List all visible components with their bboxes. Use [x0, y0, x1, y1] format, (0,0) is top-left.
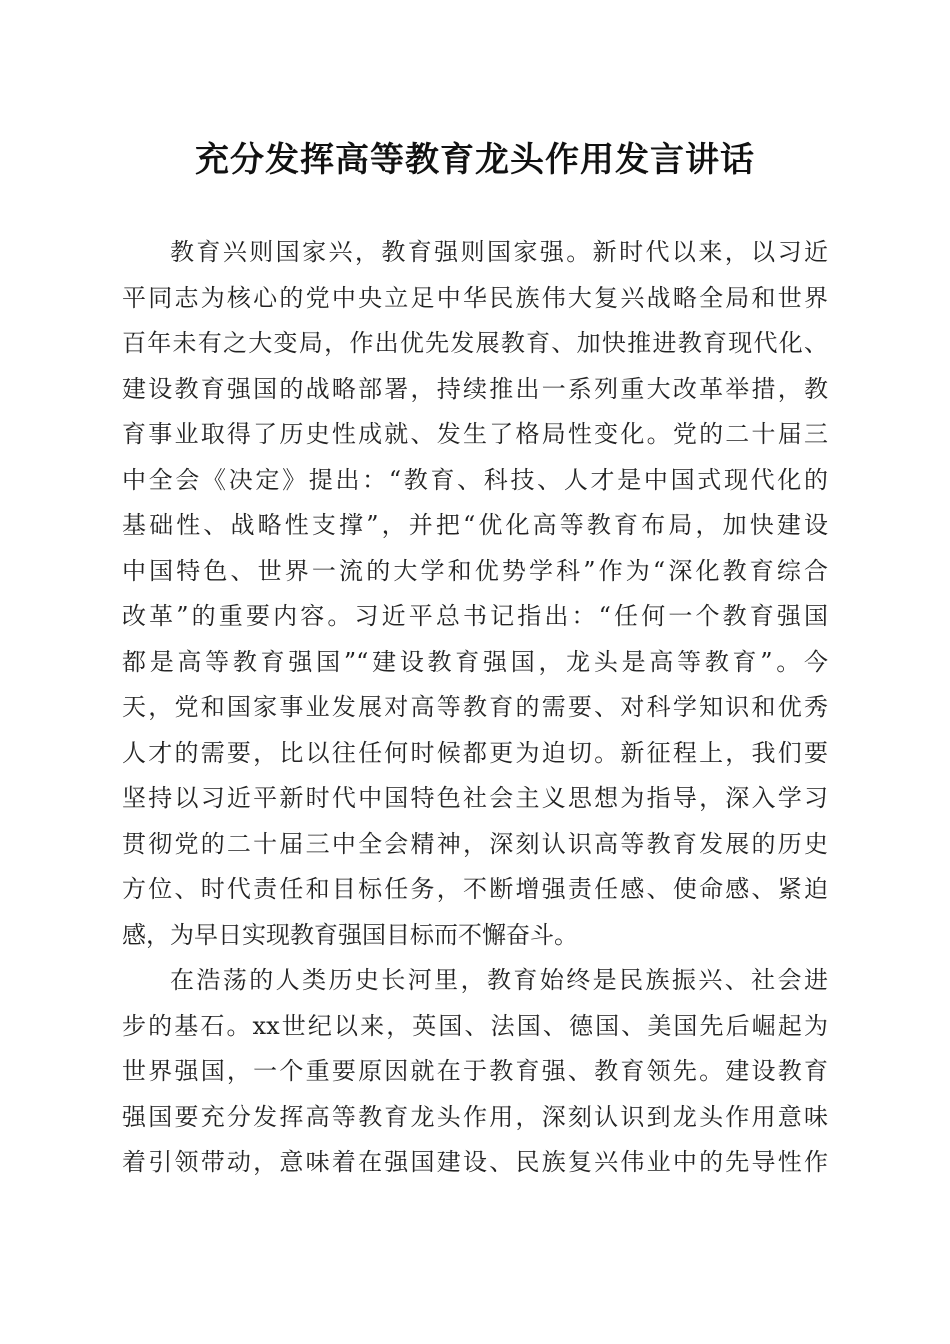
text-line: 步的基石。xx世纪以来，英国、法国、德国、美国先后崛起为: [122, 1011, 828, 1040]
text-line: 坚持以习近平新时代中国特色社会主义思想为指导，深入学习: [122, 784, 828, 812]
text-line: 中全会《决定》提出：“教育、科技、人才是中国式现代化的: [122, 465, 828, 494]
text-line: 都是高等教育强国”“建设教育强国，龙头是高等教育”。今: [122, 647, 828, 676]
text-line: 百年未有之大变局，作出优先发展教育、加快推进教育现代化、: [122, 329, 828, 357]
text-line: 感，为早日实现教育强国目标而不懈奋斗。: [122, 920, 578, 949]
document-title: 充分发挥高等教育龙头作用发言讲话: [195, 140, 755, 180]
text-line: 中国特色、世界一流的大学和优势学科”作为“深化教育综合: [122, 556, 828, 585]
text-line: 方位、时代责任和目标任务，不断增强责任感、使命感、紧迫: [122, 875, 828, 903]
text-line: 世界强国，一个重要原因就在于教育强、教育领先。建设教育: [122, 1057, 828, 1085]
text-line: 建设教育强国的战略部署，持续推出一系列重大改革举措，教: [122, 374, 828, 403]
text-line: 育事业取得了历史性成就、发生了格局性变化。党的二十届三: [122, 420, 828, 448]
text-line: 教育兴则国家兴，教育强则国家强。新时代以来，以习近: [170, 238, 828, 266]
text-line: 平同志为核心的党中央立足中华民族伟大复兴战略全局和世界: [122, 283, 828, 312]
document-body: [122, 230, 828, 1186]
text-line: 在浩荡的人类历史长河里，教育始终是民族振兴、社会进: [170, 966, 828, 994]
text-line: 强国要充分发挥高等教育龙头作用，深刻认识到龙头作用意味: [122, 1102, 828, 1131]
paragraph-2: [122, 958, 828, 1186]
text-line: 人才的需要，比以往任何时候都更为迫切。新征程上，我们要: [122, 738, 828, 767]
text-line: 贯彻党的二十届三中全会精神，深刻认识高等教育发展的历史: [122, 829, 828, 858]
text-line: 基础性、战略性支撑”，并把“优化高等教育布局，加快建设: [122, 511, 828, 539]
paragraph-1: [122, 230, 828, 958]
text-line: 天，党和国家事业发展对高等教育的需要、对科学知识和优秀: [122, 693, 828, 721]
text-line: 着引领带动，意味着在强国建设、民族复兴伟业中的先导性作: [122, 1148, 828, 1176]
text-line: 改革”的重要内容。习近平总书记指出：“任何一个教育强国: [122, 602, 828, 630]
